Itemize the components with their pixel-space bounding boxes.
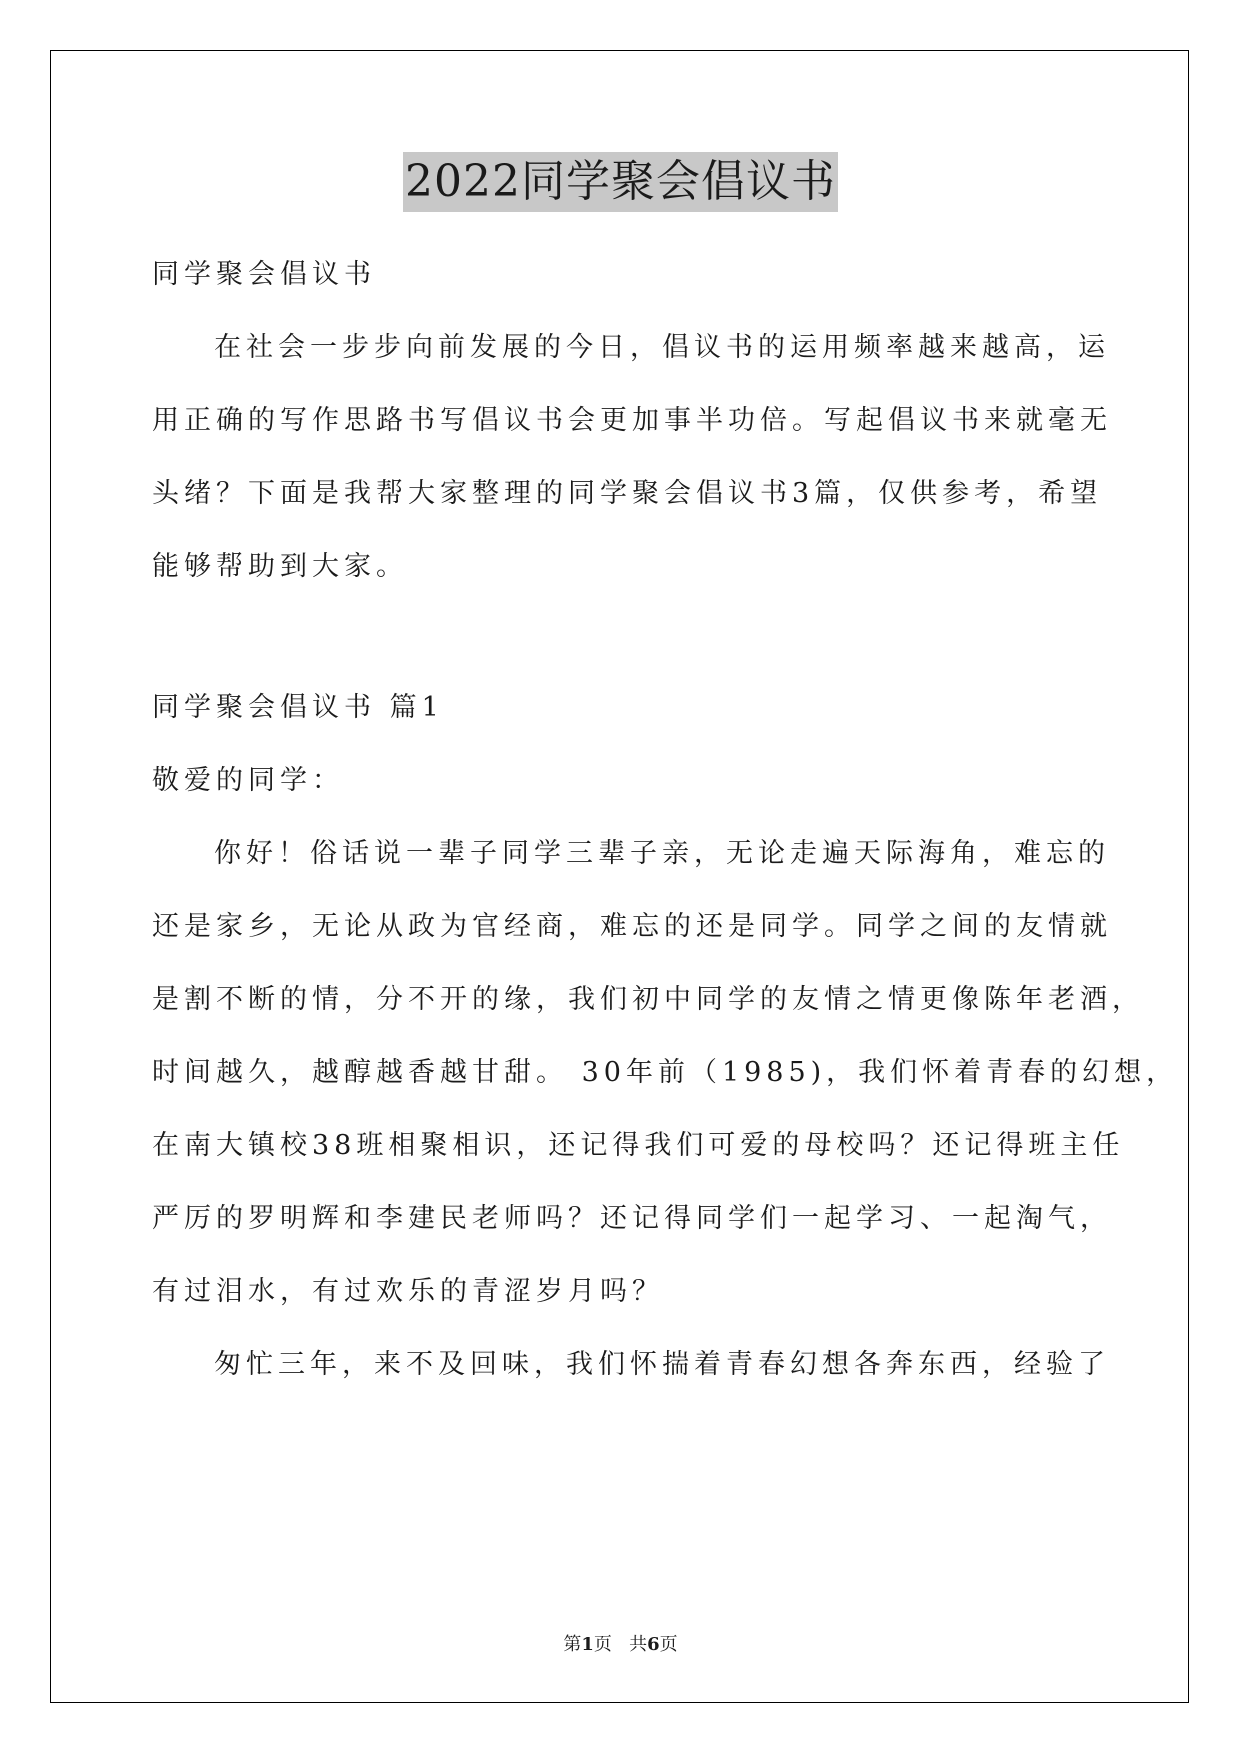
- paragraph-line: 匆忙三年，来不及回味，我们怀揣着青春幻想各奔东西，经验了: [214, 1349, 1110, 1380]
- footer-page-total: 6: [647, 1634, 660, 1655]
- footer-page-suffix: 页: [659, 1634, 678, 1655]
- intro-line: 能够帮助到大家。: [152, 551, 408, 582]
- section-heading: 同学聚会倡议书: [152, 259, 376, 290]
- intro-line: 头绪？下面是我帮大家整理的同学聚会倡议书3篇，仅供参考，希望: [152, 478, 1103, 509]
- paragraph-line: 还是家乡，无论从政为官经商，难忘的还是同学。同学之间的友情就: [152, 911, 1112, 942]
- footer-page-mid: 页 共: [593, 1634, 648, 1655]
- page-border: [50, 50, 1189, 1703]
- salutation: 敬爱的同学：: [152, 765, 344, 796]
- paragraph-line: 严厉的罗明辉和李建民老师吗？还记得同学们一起学习、一起淘气，: [152, 1203, 1112, 1234]
- footer-page-current: 1: [581, 1634, 594, 1655]
- paragraph-line: 有过泪水，有过欢乐的青涩岁月吗？: [152, 1276, 664, 1307]
- document-title: 2022同学聚会倡议书: [403, 152, 838, 212]
- paragraph-line: 是割不断的情，分不开的缘，我们初中同学的友情之情更像陈年老酒，: [152, 984, 1144, 1015]
- footer-page-prefix: 第: [563, 1634, 582, 1655]
- intro-line: 用正确的写作思路书写倡议书会更加事半功倍。写起倡议书来就毫无: [152, 405, 1112, 436]
- page-footer: [0, 1630, 1241, 1656]
- title-wrap: [0, 152, 1241, 212]
- paragraph-line: 在南大镇校38班相聚相识，还记得我们可爱的母校吗？还记得班主任: [152, 1130, 1125, 1161]
- paragraph-line: 你好！俗话说一辈子同学三辈子亲，无论走遍天际海角，难忘的: [214, 838, 1110, 869]
- article-heading: 同学聚会倡议书 篇1: [152, 692, 444, 723]
- intro-line: 在社会一步步向前发展的今日，倡议书的运用频率越来越高，运: [214, 332, 1110, 363]
- paragraph-line: 时间越久，越醇越香越甘甜。 30年前（1985)，我们怀着青春的幻想，: [152, 1057, 1179, 1088]
